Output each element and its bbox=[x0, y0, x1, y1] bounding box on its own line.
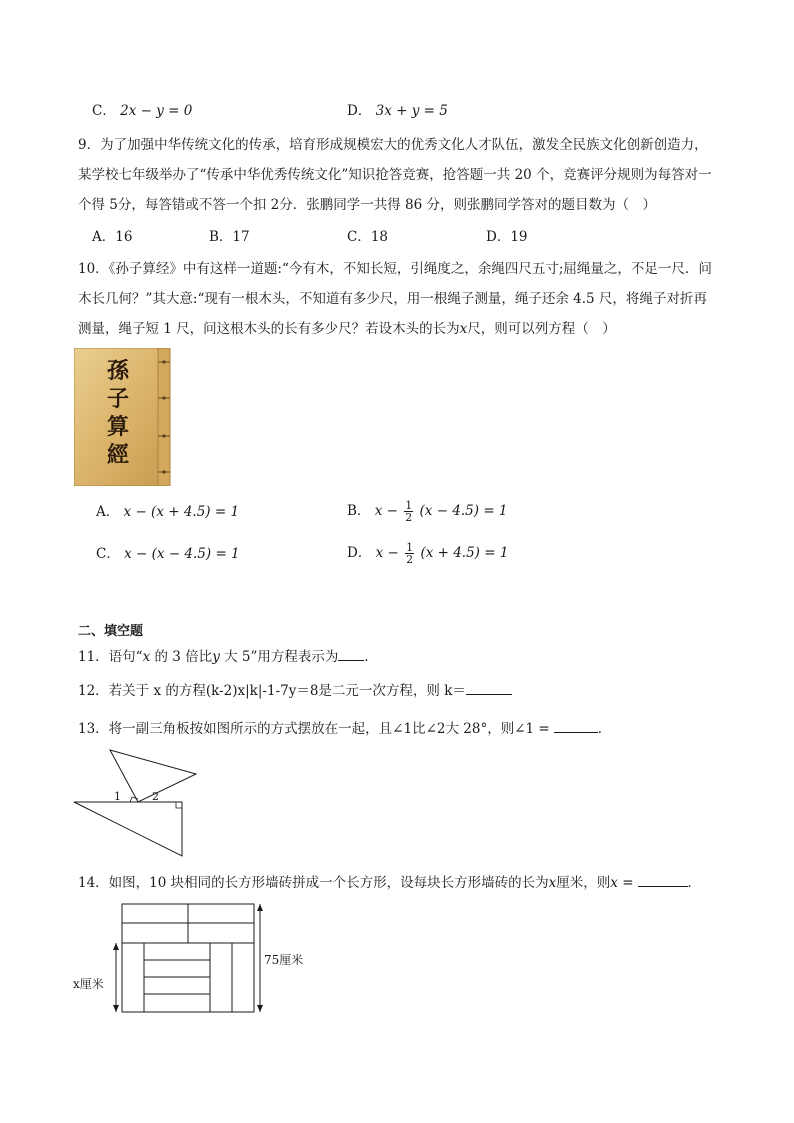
q9-option-c: C．18 bbox=[347, 229, 389, 245]
q12-text: 12．若关于 x 的方程(k-2)x|k|-1-7y＝8是二元一次方程，则 k＝ bbox=[78, 680, 512, 700]
q10-line-2: 木长几何？”其大意:“现有一根木头，不知道有多少尺，用一根绳子测量，绳子还余 4.5 尺，将绳子对折再 bbox=[78, 291, 707, 307]
sunzi-suanjing-book-image bbox=[74, 348, 174, 486]
q14-text: 14．如图，10 块相同的长方形墙砖拼成一个长方形，设每块长方形墙砖的长为x厘米，则x = ． bbox=[78, 872, 701, 892]
option-label: C． bbox=[92, 103, 116, 119]
q8-option-c bbox=[92, 102, 192, 120]
q10-line-1: 10．《孙子算经》中有这样一道题:“今有木，不知长短，引绳度之，余绳四尺五寸;屈绳量之，不足一尺．问 bbox=[78, 261, 712, 277]
fraction: $\frac{1}{2}$ bbox=[406, 541, 414, 566]
q9-line-3: 个得 5分，每答错或不答一个扣 2分．张鹏同学一共得 86 分，则张鹏同学答对的题目数为（ ） bbox=[78, 197, 657, 213]
answer-blank[interactable] bbox=[554, 718, 598, 733]
answer-blank[interactable] bbox=[338, 646, 364, 661]
book-title-char-1: 孫 bbox=[106, 358, 130, 384]
angle-2-label: 2 bbox=[152, 790, 159, 803]
q10-line-3: 测量，绳子短 1 尺，问这根木头的长有多少尺？若设木头的长为x尺，则可以列方程（ ） bbox=[78, 321, 616, 337]
q11-text: 11．语句“x 的 3 倍比y 大 5”用方程表示为 ． bbox=[78, 646, 378, 666]
answer-blank[interactable] bbox=[638, 872, 688, 887]
q8-option-d bbox=[347, 102, 448, 120]
q9-option-b: B．17 bbox=[209, 229, 250, 245]
q10-option-c: C． x − (x − 4.5) = 1 bbox=[96, 546, 240, 562]
book-title-char-2: 子 bbox=[106, 386, 130, 412]
answer-blank[interactable] bbox=[466, 680, 512, 695]
q9-option-d: D．19 bbox=[486, 229, 528, 245]
q13-text: 13．将一副三角板按如图所示的方式摆放在一起，且∠1比∠2大 28°，则∠1 = ． bbox=[78, 718, 611, 738]
q10-option-d: D． x − $\frac{1}{2}$ (x + 4.5) = 1 bbox=[347, 541, 509, 566]
fraction: $\frac{1}{2}$ bbox=[405, 499, 413, 524]
section-heading: 二、填空题 bbox=[78, 624, 144, 639]
q13-triangles-figure bbox=[72, 748, 202, 860]
height-label: 75厘米 bbox=[264, 953, 304, 967]
q9-line-1: 9．为了加强中华传统文化的传承，培育形成规模宏大的优秀文化人才队伍，激发全民族文化创新创造力， bbox=[78, 137, 708, 153]
angle-1-label: 1 bbox=[114, 790, 121, 803]
option-label: D． bbox=[347, 103, 372, 119]
q10-option-a: A． x − (x + 4.5) = 1 bbox=[96, 504, 240, 520]
option-expression: 2x − y = 0 bbox=[120, 103, 193, 119]
option-expression: 3x + y = 5 bbox=[375, 103, 448, 119]
q10-option-b: B． x − $\frac{1}{2}$ (x − 4.5) = 1 bbox=[347, 499, 508, 524]
q9-option-a: A．16 bbox=[92, 229, 133, 245]
book-title-char-3: 算 bbox=[106, 414, 130, 440]
q9-line-2: 某学校七年级举办了“传承中华优秀传统文化”知识抢答竞赛，抢答题一共 20 个，竞赛评分规则为每答对一 bbox=[78, 167, 712, 183]
book-title-char-4: 經 bbox=[106, 442, 130, 468]
x-length-label: x厘米 bbox=[73, 977, 104, 991]
q14-bricks-figure bbox=[72, 898, 322, 1020]
